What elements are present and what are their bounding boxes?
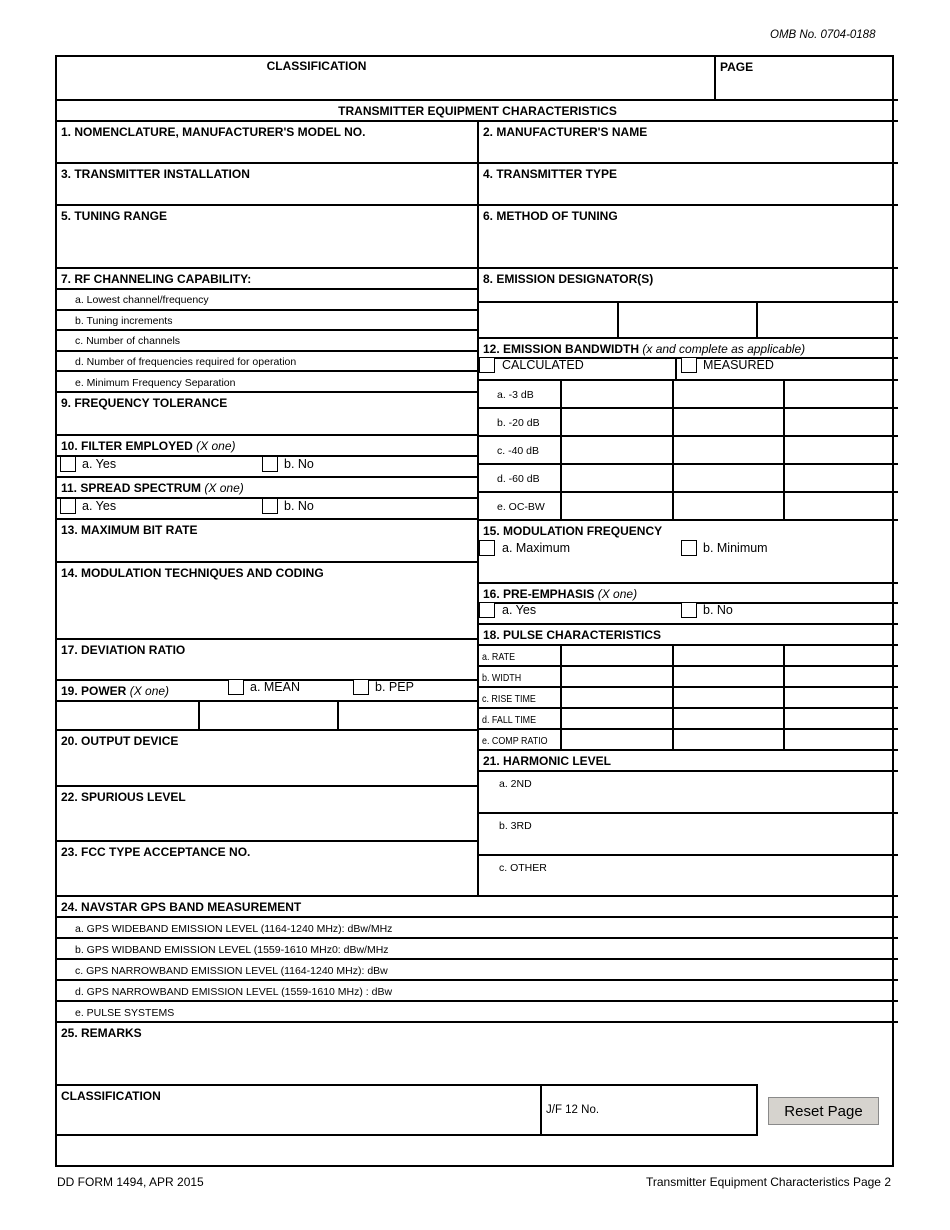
- bandwidth-row-label-label: [497, 473, 540, 485]
- item-12-measured-checkbox[interactable]: [681, 357, 697, 373]
- label-text: 7. RF CHANNELING CAPABILITY:: [61, 272, 252, 286]
- item-24-navstar-gps-label: [61, 900, 301, 914]
- label-text: c. RISE TIME: [482, 692, 536, 705]
- item-3-transmitter-installation-label: [61, 167, 250, 181]
- pulse-field[interactable]: [560, 707, 674, 730]
- pulse-field[interactable]: [560, 686, 674, 709]
- label-text: d. FALL TIME: [482, 713, 537, 726]
- item-15-minimum-checkbox[interactable]: [681, 540, 697, 556]
- label-text: 5. TUNING RANGE: [61, 209, 168, 223]
- page-field[interactable]: [714, 57, 898, 101]
- item-17-deviation-ratio[interactable]: [57, 638, 479, 681]
- label-text: 11. SPREAD SPECTRUM: [61, 481, 202, 495]
- form-title-label: [57, 104, 898, 118]
- item-16-pre-emphasis: [477, 582, 898, 604]
- label-text: 20. OUTPUT DEVICE: [61, 734, 179, 748]
- item-11-no-checkbox[interactable]: [262, 498, 278, 514]
- label-text: a. 2ND: [499, 778, 532, 790]
- omb-number: OMB No. 0704-0188: [770, 29, 876, 41]
- item-7d-field[interactable]: [57, 350, 479, 373]
- item-22-spurious-level-label: [61, 790, 186, 804]
- label-text: 9. FREQUENCY TOLERANCE: [61, 396, 228, 410]
- label-text: TRANSMITTER EQUIPMENT CHARACTERISTICS: [338, 104, 617, 118]
- jf12-number-field[interactable]: [540, 1084, 758, 1136]
- label-text: 25. REMARKS: [61, 1026, 142, 1040]
- classification-field: [57, 57, 716, 101]
- form-title: [57, 99, 898, 122]
- bandwidth-row-label-label: [497, 501, 545, 513]
- item-11-yes-label: a. Yes: [82, 499, 117, 513]
- pulse-field[interactable]: [672, 686, 785, 709]
- label-text: J/F 12 No.: [546, 1104, 600, 1116]
- label-text: d. Number of frequencies required for operation: [75, 356, 297, 369]
- label-text: 19. POWER: [61, 684, 127, 698]
- item-7d-field-label: [75, 356, 296, 368]
- item-14-modulation-techniques[interactable]: [57, 561, 479, 640]
- item-19-pep-checkbox[interactable]: [353, 679, 369, 695]
- bandwidth-row-label-label: [497, 389, 534, 401]
- item-24-row-label: [75, 986, 392, 998]
- reset-page-button[interactable]: Reset Page: [768, 1097, 879, 1125]
- bandwidth-field[interactable]: [560, 491, 674, 521]
- label-text: c. Number of channels: [75, 335, 181, 348]
- item-24-row[interactable]: [57, 958, 898, 981]
- bandwidth-field[interactable]: [783, 463, 898, 493]
- item-10-no-checkbox[interactable]: [262, 456, 278, 472]
- bandwidth-field[interactable]: [672, 463, 785, 493]
- form-id: DD FORM 1494, APR 2015: [57, 1175, 204, 1189]
- item-18-pulse-characteristics: [477, 623, 898, 646]
- label-text: b. WIDTH: [482, 671, 522, 684]
- pulse-field[interactable]: [783, 728, 898, 751]
- item-19-pep-label: b. PEP: [375, 680, 414, 694]
- item-7a-field-label: [75, 294, 209, 306]
- item-16-yes-label: a. Yes: [502, 603, 537, 617]
- item-20-output-device-label: [61, 734, 178, 748]
- bandwidth-row-label: [477, 435, 562, 465]
- item-14-modulation-techniques-label: [61, 566, 324, 580]
- label-note: (X one): [597, 587, 638, 601]
- label-text: c. GPS NARROWBAND EMISSION LEVEL (1164-1240 MHz): dBw: [75, 964, 388, 977]
- pulse-row-label: [477, 686, 562, 709]
- item-10-yes-checkbox[interactable]: [60, 456, 76, 472]
- item-7c-field[interactable]: [57, 329, 479, 352]
- item-13-max-bit-rate[interactable]: [57, 518, 479, 563]
- label-text: d. -60 dB: [497, 473, 540, 485]
- bottom-classification: [57, 1084, 542, 1136]
- item-10-filter-employed: [57, 434, 479, 457]
- item-19-field-2[interactable]: [198, 700, 339, 731]
- item-16-no-checkbox[interactable]: [681, 602, 697, 618]
- item-12-measured-label: MEASURED: [703, 358, 774, 372]
- label-note: (x and complete as applicable): [642, 342, 806, 356]
- label-text: 22. SPURIOUS LEVEL: [61, 790, 186, 804]
- item-7a-field[interactable]: [57, 288, 479, 311]
- item-21c-other-label: [499, 862, 547, 874]
- label-text: 14. MODULATION TECHNIQUES AND CODING: [61, 566, 324, 580]
- bandwidth-field[interactable]: [672, 435, 785, 465]
- bandwidth-field[interactable]: [560, 435, 674, 465]
- pulse-field[interactable]: [672, 665, 785, 688]
- item-15-maximum-checkbox[interactable]: [479, 540, 495, 556]
- bandwidth-field[interactable]: [560, 379, 674, 409]
- item-16-pre-emphasis-label: [483, 587, 637, 601]
- bandwidth-row-label: [477, 463, 562, 493]
- pulse-field[interactable]: [560, 728, 674, 751]
- item-6-method-of-tuning[interactable]: [477, 204, 898, 269]
- item-11-yes-checkbox[interactable]: [60, 498, 76, 514]
- pulse-field[interactable]: [783, 686, 898, 709]
- item-12-emission-bandwidth-label: [483, 342, 805, 356]
- label-text: a. Lowest channel/frequency: [75, 294, 209, 307]
- item-13-max-bit-rate-label: [61, 523, 197, 537]
- bandwidth-row-label: [477, 407, 562, 437]
- label-text: 12. EMISSION BANDWIDTH: [483, 342, 640, 356]
- label-text: 21. HARMONIC LEVEL: [483, 754, 612, 768]
- label-text: 1. NOMENCLATURE, MANUFACTURER'S MODEL NO.: [61, 125, 366, 139]
- bandwidth-row-label-label: [497, 417, 540, 429]
- item-23-fcc-type-acceptance[interactable]: [57, 840, 479, 897]
- page-field-label: [720, 60, 753, 74]
- item-7b-field[interactable]: [57, 309, 479, 332]
- item-25-remarks-label: [61, 1026, 142, 1040]
- pulse-field[interactable]: [672, 644, 785, 667]
- bandwidth-row-label: [477, 379, 562, 409]
- footer-page-label: Transmitter Equipment Characteristics Page 2: [646, 1175, 891, 1189]
- label-text: e. Minimum Frequency Separation: [75, 376, 236, 389]
- label-text: b. GPS WIDBAND EMISSION LEVEL (1559-1610 MHz0: dBw/MHz: [75, 943, 389, 956]
- item-4-transmitter-type[interactable]: [477, 162, 898, 206]
- item-22-spurious-level[interactable]: [57, 785, 479, 842]
- bandwidth-field[interactable]: [783, 407, 898, 437]
- pulse-row-label-label: [482, 651, 515, 663]
- item-11-no-label: b. No: [284, 499, 314, 513]
- item-24-row-label: [75, 923, 392, 935]
- pulse-field[interactable]: [560, 644, 674, 667]
- label-text: 18. PULSE CHARACTERISTICS: [483, 628, 662, 642]
- label-text: 13. MAXIMUM BIT RATE: [61, 523, 198, 537]
- item-2-manufacturer-name[interactable]: [477, 120, 898, 164]
- item-19-field-3[interactable]: [337, 700, 479, 731]
- label-text: 3. TRANSMITTER INSTALLATION: [61, 167, 250, 181]
- label-text: CLASSIFICATION: [61, 1089, 161, 1103]
- pulse-field[interactable]: [672, 707, 785, 730]
- item-4-transmitter-type-label: [483, 167, 617, 181]
- pulse-row-label: [477, 707, 562, 730]
- label-text: 16. PRE-EMPHASIS: [483, 587, 595, 601]
- item-21a-2nd[interactable]: [477, 770, 898, 814]
- item-12-calculated-label: CALCULATED: [502, 358, 584, 372]
- item-8-field-3[interactable]: [756, 301, 898, 339]
- label-text: d. GPS NARROWBAND EMISSION LEVEL (1559-1610 MHz) : dBw: [75, 985, 393, 998]
- item-6-method-of-tuning-label: [483, 209, 618, 223]
- item-21c-other[interactable]: [477, 854, 898, 897]
- pulse-row-label-label: [482, 693, 536, 705]
- item-15-maximum-label: a. Maximum: [502, 541, 571, 555]
- item-15-modulation-frequency-label: [483, 524, 662, 538]
- item-8-emission-designators-label: [483, 272, 653, 286]
- item-19-mean-label: a. MEAN: [250, 680, 301, 694]
- item-24-navstar-gps: [57, 895, 898, 918]
- item-16-no-label: b. No: [703, 603, 733, 617]
- item-15-minimum-label: b. Minimum: [703, 541, 768, 555]
- item-7e-field-label: [75, 377, 236, 389]
- item-17-deviation-ratio-label: [61, 643, 185, 657]
- item-11-spread-spectrum-label: [61, 481, 244, 495]
- item-21b-3rd[interactable]: [477, 812, 898, 856]
- item-21-harmonic-level-label: [483, 754, 611, 768]
- item-8-emission-designators: [477, 267, 898, 303]
- item-23-fcc-type-acceptance-label: [61, 845, 250, 859]
- label-text: a. -3 dB: [497, 389, 534, 401]
- item-8-field-2[interactable]: [617, 301, 758, 339]
- label-text: 15. MODULATION FREQUENCY: [483, 524, 663, 538]
- pulse-row-label: [477, 644, 562, 667]
- pulse-row-label-label: [482, 714, 536, 726]
- label-text: 6. METHOD OF TUNING: [483, 209, 618, 223]
- label-text: 4. TRANSMITTER TYPE: [483, 167, 618, 181]
- pulse-row-label: [477, 728, 562, 751]
- item-10-yes-label: a. Yes: [82, 457, 117, 471]
- item-9-frequency-tolerance[interactable]: [57, 391, 479, 436]
- item-5-tuning-range[interactable]: [57, 204, 479, 269]
- item-12-emission-bandwidth: [477, 337, 898, 359]
- label-text: 8. EMISSION DESIGNATOR(S): [483, 272, 654, 286]
- bandwidth-row-label-label: [497, 445, 539, 457]
- pulse-field[interactable]: [783, 665, 898, 688]
- item-7-rf-channeling: [57, 267, 479, 290]
- item-24-row[interactable]: [57, 937, 898, 960]
- item-25-remarks[interactable]: [57, 1021, 898, 1086]
- item-7-rf-channeling-label: [61, 272, 251, 286]
- item-7b-field-label: [75, 315, 172, 327]
- label-text: 23. FCC TYPE ACCEPTANCE NO.: [61, 845, 251, 859]
- label-text: 17. DEVIATION RATIO: [61, 643, 186, 657]
- classification-field-label: [57, 59, 576, 73]
- label-text: c. -40 dB: [497, 445, 540, 457]
- label-text: e. OC-BW: [497, 501, 545, 513]
- label-note: (X one): [129, 684, 170, 698]
- item-20-output-device[interactable]: [57, 729, 479, 787]
- label-text: PAGE: [720, 60, 754, 74]
- label-text: 2. MANUFACTURER'S NAME: [483, 125, 648, 139]
- item-24-row-label: [75, 965, 388, 977]
- bottom-classification-field[interactable]: [57, 1134, 758, 1171]
- transmitter-form: [55, 55, 894, 1167]
- bandwidth-field[interactable]: [672, 379, 785, 409]
- pulse-field[interactable]: [783, 644, 898, 667]
- label-text: 24. NAVSTAR GPS BAND MEASUREMENT: [61, 900, 302, 914]
- bandwidth-field[interactable]: [783, 491, 898, 521]
- bandwidth-field[interactable]: [560, 463, 674, 493]
- pulse-row-label-label: [482, 672, 521, 684]
- bandwidth-field[interactable]: [672, 491, 785, 521]
- bandwidth-field[interactable]: [672, 407, 785, 437]
- pulse-row-label-label: [482, 735, 548, 747]
- item-8-field-1[interactable]: [477, 301, 619, 339]
- item-2-manufacturer-name-label: [483, 125, 647, 139]
- jf12-number-field-label: [546, 1104, 599, 1116]
- item-21a-2nd-label: [499, 778, 532, 790]
- item-10-filter-employed-label: [61, 439, 236, 453]
- item-1-nomenclature-label: [61, 125, 365, 139]
- item-24-row[interactable]: [57, 916, 898, 939]
- item-24-row[interactable]: [57, 979, 898, 1002]
- item-12-calculated-checkbox[interactable]: [479, 357, 495, 373]
- label-text: 10. FILTER EMPLOYED: [61, 439, 193, 453]
- bottom-classification-label: [61, 1089, 161, 1103]
- item-21b-3rd-label: [499, 820, 532, 832]
- bandwidth-field[interactable]: [560, 407, 674, 437]
- pulse-field[interactable]: [672, 728, 785, 751]
- label-text: a. GPS WIDEBAND EMISSION LEVEL (1164-1240 MHz): dBw/MHz: [75, 922, 393, 935]
- label-text: a. RATE: [482, 650, 516, 663]
- pulse-row-label: [477, 665, 562, 688]
- label-text: CLASSIFICATION: [266, 59, 367, 73]
- label-note: (X one): [204, 481, 244, 495]
- item-11-spread-spectrum: [57, 476, 479, 499]
- label-text: e. COMP RATIO: [482, 734, 548, 747]
- item-7e-field[interactable]: [57, 370, 479, 393]
- label-text: e. PULSE SYSTEMS: [75, 1006, 175, 1019]
- label-note: (X one): [196, 439, 236, 453]
- item-19-mean-checkbox[interactable]: [228, 679, 244, 695]
- label-text: c. OTHER: [499, 862, 547, 874]
- label-text: b. -20 dB: [497, 417, 540, 429]
- item-3-transmitter-installation[interactable]: [57, 162, 479, 206]
- item-24-row-label: [75, 1007, 174, 1019]
- label-text: b. Tuning increments: [75, 314, 173, 327]
- pulse-field[interactable]: [783, 707, 898, 730]
- item-18-pulse-characteristics-label: [483, 628, 661, 642]
- item-21-harmonic-level: [477, 749, 898, 772]
- item-1-nomenclature[interactable]: [57, 120, 479, 164]
- bandwidth-row-label: [477, 491, 562, 521]
- item-19-power-label: [61, 684, 169, 698]
- item-24-row[interactable]: [57, 1000, 898, 1023]
- bandwidth-field[interactable]: [783, 379, 898, 409]
- item-7c-field-label: [75, 335, 180, 347]
- item-10-no-label: b. No: [284, 457, 314, 471]
- item-16-yes-checkbox[interactable]: [479, 602, 495, 618]
- item-19-field-1[interactable]: [57, 700, 200, 731]
- item-5-tuning-range-label: [61, 209, 167, 223]
- label-text: b. 3RD: [499, 820, 532, 832]
- item-24-row-label: [75, 944, 389, 956]
- bandwidth-field[interactable]: [783, 435, 898, 465]
- pulse-field[interactable]: [560, 665, 674, 688]
- item-9-frequency-tolerance-label: [61, 396, 227, 410]
